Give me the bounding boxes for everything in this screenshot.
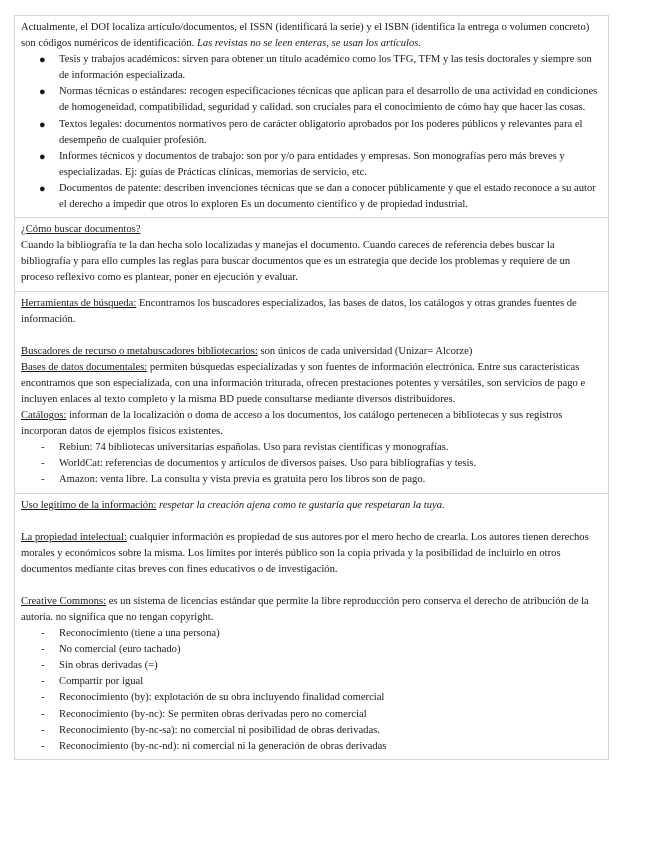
buscar-paragraph: Cuando la bibliografía te la dan hecha solo localizadas y manejas el documento. Cuando careces de referencia debes buscar la bibliografía y para ello cumples las reglas para buscar documentos que es un estrategia que decide los problemas y requiere de un proceso reflexivo como es plantear, poner en ejecución y evaluar. xyxy=(21,240,571,284)
list-item: - WorldCat: referencias de documentos y artículos de diversos países. Uso para bibliografías y tesis. xyxy=(21,456,602,472)
herramientas-paragraph: Herramientas de búsqueda: Encontramos los buscadores especializados, las bases de datos, los catálogos y otras grandes fuentes de información. xyxy=(21,297,577,325)
list-item: - Compartir por igual xyxy=(21,674,602,690)
term-label: La propiedad intelectual: xyxy=(21,531,127,543)
section-heading: Uso legítimo de la información: xyxy=(21,499,157,511)
dash-icon: - xyxy=(41,708,45,720)
document-types-list xyxy=(21,52,602,213)
term-label: Bases de datos documentales: xyxy=(21,361,148,373)
dash-icon: - xyxy=(41,660,45,672)
intro-paragraph xyxy=(21,20,602,52)
list-item: ● Textos legales: documentos normativos pero de carácter obligatorio aprobados por los poderes públicos y relevantes para el desempeño de cualquier profesión. xyxy=(39,118,583,146)
term-label: Creative Commons: xyxy=(21,595,107,607)
dash-icon: - xyxy=(41,474,45,486)
section-uso-legitimo xyxy=(14,494,609,760)
list-item: - Reconocimiento (by-nc-sa): no comercial ni posibilidad de obras derivadas. xyxy=(21,723,602,739)
list-item: ● Informes técnicos y documentos de trabajo: son por y/o para entidades y empresas. Son monografías pero más breves y especializadas. Ej: guías de Prácticas clínicas, memorias de servicio, etc. xyxy=(39,150,565,178)
intro-text: Actualmente, el DOI localiza artículo/documentos, el ISSN (identificará la serie) y el ISBN (identifica la entrega o volumen concreto) son códigos numéricos de identificación. xyxy=(21,22,590,50)
cc-list xyxy=(21,626,602,755)
term-label: Catálogos: xyxy=(21,410,67,422)
term-label: Buscadores de recurso o metabuscadores bibliotecarios: xyxy=(21,345,258,357)
list-item: ● Normas técnicas o estándares: recogen especificaciones técnicas que aplican para el desarrollo de una actividad en condiciones de homogeneidad, compatibilidad, seguridad y calidad. son cruciales para el conocimiento de cómo hay que hacer las cosas. xyxy=(39,86,598,114)
dash-icon: - xyxy=(41,724,45,736)
bases-paragraph: Bases de datos documentales: permiten búsquedas especializadas y son fuentes de información electrónica. Entre sus características encontramos que son especializada, con una información triturada, ofrecen prestaciones potentes y versátiles, son servicios de pago e incluyen enlaces al texto completo y la misma BD puede consultarse mediante diversos distribuidores. xyxy=(21,361,586,405)
dash-icon: - xyxy=(41,644,45,656)
intro-italic: Las revistas no se leen enteras, se usan los artículos. xyxy=(196,38,422,50)
document-page xyxy=(14,15,609,760)
dash-icon: - xyxy=(41,442,45,454)
bullet-icon: ● xyxy=(39,54,46,67)
list-item: - Reconocimiento (tiene a una persona) xyxy=(21,626,602,642)
dash-icon: - xyxy=(41,458,45,470)
list-item: - Reconocimiento (by): explotación de su obra incluyendo finalidad comercial xyxy=(21,690,602,706)
section-identificadores xyxy=(14,15,609,218)
dash-icon: - xyxy=(41,676,45,688)
list-item: ● Documentos de patente: describen invenciones técnicas que se dan a conocer públicamente y que el estado reconoce a su autor el derecho a impedir que otros lo exploren Es un documento científico y de propiedad industrial. xyxy=(39,182,596,211)
list-item: - Reconocimiento (by-nc): Se permiten obras derivadas pero no comercial xyxy=(21,707,602,723)
list-item: - Rebiun: 74 bibliotecas universitarias españolas. Uso para revistas científicas y monografías. xyxy=(21,440,602,456)
bullet-icon: ● xyxy=(39,86,46,99)
bullet-icon: ● xyxy=(39,150,46,163)
list-item: - Sin obras derivadas (=) xyxy=(21,658,602,674)
buscadores-paragraph: Buscadores de recurso o metabuscadores bibliotecarios: son únicos de cada universidad (Unizar= Alcorze) xyxy=(21,345,473,357)
catalogos-paragraph: Catálogos: informan de la localización o doma de acceso a los documentos, los catálogo pertenecen a bibliotecas y sus registros incorporan datos de ejemplos físicos existentes. xyxy=(21,410,563,438)
catalogos-list xyxy=(21,440,602,488)
bullet-icon: ● xyxy=(39,118,46,131)
dash-icon: - xyxy=(41,692,45,704)
list-item: - No comercial (euro tachado) xyxy=(21,642,602,658)
propiedad-paragraph: La propiedad intelectual: cualquier información es propiedad de sus autores por el mero hecho de crearla. Los autores tienen derechos morales y económicos sobre la misma. Los límites por interés público son la copia privada y la posibilidad de incluirlo en otros documentos mediante citas breves con fines educativos o de investigación. xyxy=(21,531,589,575)
list-item: - Amazon: venta libre. La consulta y vista previa es gratuita pero los libros son de pago. xyxy=(21,472,602,488)
dash-icon: - xyxy=(41,628,45,640)
list-item: - Reconocimiento (by-nc-nd): ni comercial ni la generación de obras derivadas xyxy=(21,739,602,755)
section-heading: ¿Cómo buscar documentos? xyxy=(21,224,141,236)
cc-paragraph: Creative Commons: es un sistema de licencias estándar que permite la libre reproducción pero conserva el derecho de atribución de la autoría. no significa que no tengan copyright. xyxy=(21,595,589,623)
dash-icon: - xyxy=(41,740,45,752)
section-heading: Herramientas de búsqueda: xyxy=(21,297,137,309)
bullet-icon: ● xyxy=(39,182,46,195)
uso-paragraph: Uso legítimo de la información: respetar la creación ajena como te gustaría que respetaran la tuya. xyxy=(21,499,445,511)
section-como-buscar xyxy=(14,218,609,291)
section-herramientas xyxy=(14,292,609,494)
list-item: ● Tesis y trabajos académicos: sirven para obtener un título académico como los TFG, TFM y las tesis doctorales y siempre son de información especializada. xyxy=(39,54,592,82)
